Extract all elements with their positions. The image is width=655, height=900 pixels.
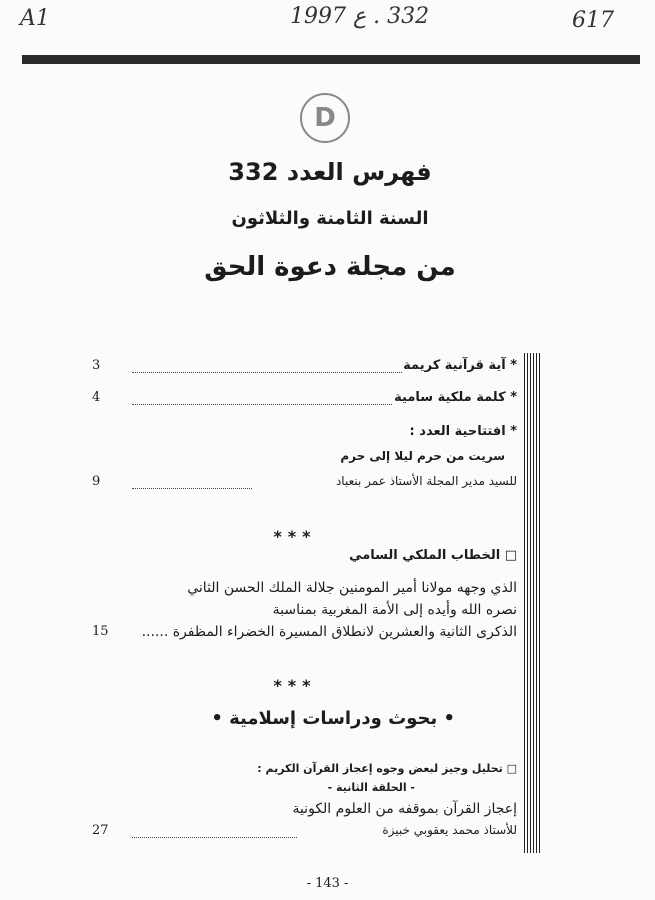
editorial-title: سريت من حرم ليلا إلى حرم [340, 449, 505, 463]
leader-dots [132, 488, 252, 489]
separator-stars: *** [273, 527, 317, 546]
episode-label: - الحلقة الثانية - [327, 781, 415, 794]
decorative-stripes [524, 353, 542, 853]
toc-item-quran-miracle: □ تحليل وجيز لبعض وجوه إعجاز القرآن الكريم : [257, 762, 517, 775]
royal-speech-line-3: الذكرى الثانية والعشرين لانطلاق المسيرة الخضراء المظفرة ...... [141, 624, 517, 640]
magazine-name: من مجلة دعوة الحق [204, 252, 456, 282]
separator-stars: *** [273, 676, 317, 695]
page-number: 27 [92, 823, 109, 838]
leader-dots [132, 372, 402, 373]
toc-item-quran-verse: * آية قرآنية كريمة [403, 358, 517, 373]
page-number: 4 [92, 390, 101, 405]
page-number: 3 [92, 358, 101, 373]
article-author: للأستاذ محمد يعقوبي خبيزة [382, 823, 517, 837]
toc-item-royal-word: * كلمة ملكية سامية [394, 390, 517, 405]
editorial-author: للسيد مدير المجلة الأستاذ عمر بنعباد [335, 474, 517, 488]
leader-dots [132, 837, 297, 838]
handwritten-code-left: A1 [20, 6, 50, 31]
article-title: إعجاز القرآن بموقفه من العلوم الكونية [292, 801, 517, 817]
page-number: 15 [92, 624, 109, 639]
top-rule [22, 55, 640, 64]
handwritten-code-right: 617 [572, 8, 614, 33]
magazine-logo: D [300, 93, 350, 143]
page-number: 9 [92, 474, 101, 489]
footer-page-number: - 143 - [306, 876, 349, 891]
royal-speech-line-2: نصره الله وأيده إلى الأمة المغربية بمناسبة [272, 602, 517, 618]
toc-item-editorial: * افتتاحية العدد : [409, 424, 517, 439]
toc-title: فهرس العدد 332 [228, 158, 432, 186]
section-title: • بحوث ودراسات إسلامية • [211, 708, 455, 729]
handwritten-code-middle: 332 . ع 1997 [290, 4, 430, 29]
royal-speech-line-1: الذي وجهه مولانا أمير المومنين جلالة الملك الحسن الثاني [187, 580, 517, 596]
toc-item-royal-speech: □ الخطاب الملكي السامي [349, 548, 517, 563]
leader-dots [132, 404, 392, 405]
year-subtitle: السنة الثامنة والثلاثون [231, 208, 429, 229]
